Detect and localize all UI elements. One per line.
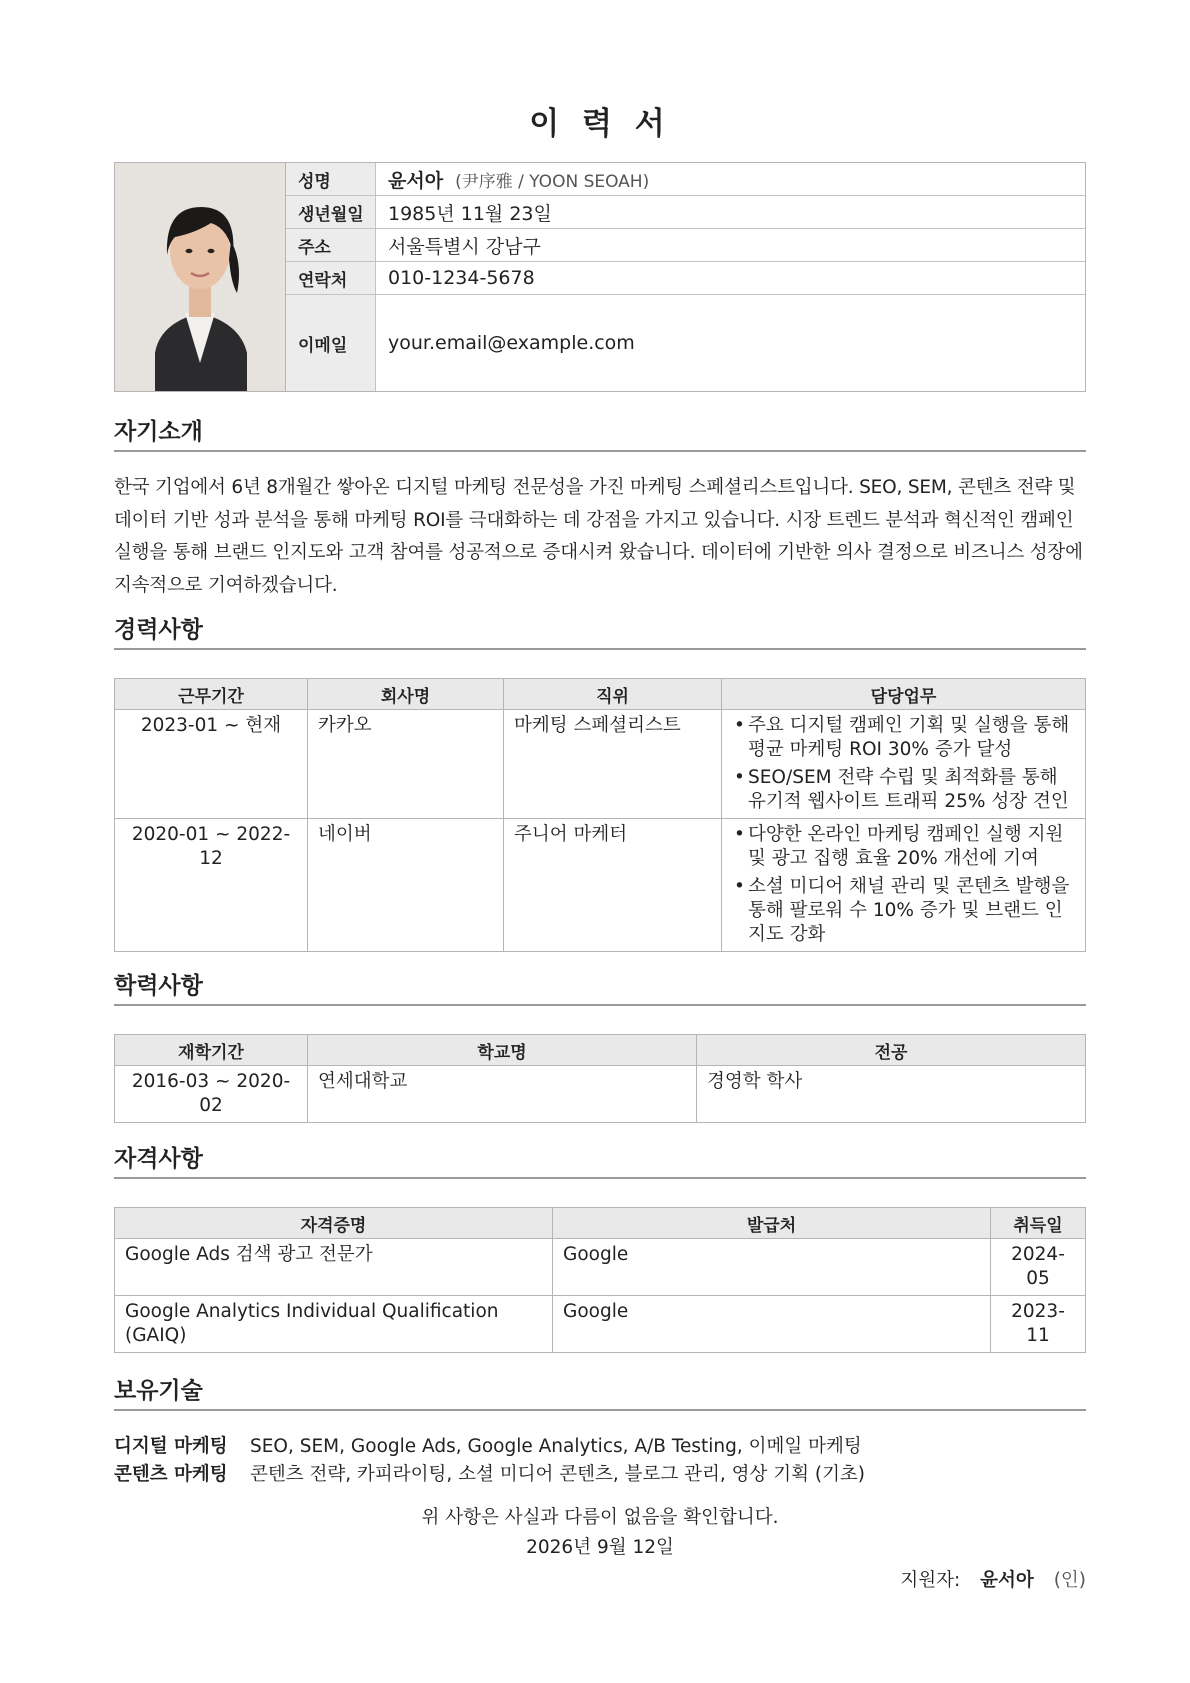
email-value: your.email@example.com xyxy=(388,332,635,354)
table-row xyxy=(115,1239,1086,1296)
education-header-period: 재학기간 xyxy=(115,1035,308,1066)
list-item: • 다양한 온라인 마케팅 캠페인 실행 지원 및 광고 집행 효율 20% 개선에 기여 xyxy=(732,823,1075,871)
info-row-name xyxy=(286,163,1085,196)
applicant-name: 윤서아 xyxy=(980,1570,1034,1591)
education-section-title: 학력사항 xyxy=(114,970,1086,1006)
cert-issuer: Google xyxy=(553,1239,991,1296)
portrait-image xyxy=(115,163,285,391)
address-label: 주소 xyxy=(286,229,376,261)
career-duties xyxy=(722,819,1086,952)
applicant-label: 지원자: xyxy=(900,1570,961,1591)
career-header-company: 회사명 xyxy=(308,679,504,710)
personal-info-table xyxy=(286,163,1085,391)
info-row-address xyxy=(286,229,1085,262)
skill-items: SEO, SEM, Google Ads, Google Analytics, A/B Testing, 이메일 마케팅 xyxy=(250,1436,862,1457)
intro-section-title: 자기소개 xyxy=(114,416,1086,452)
cert-date: 2023-11 xyxy=(991,1296,1086,1353)
birthdate-label: 생년월일 xyxy=(286,196,376,228)
skill-category: 디지털 마케팅 xyxy=(114,1436,228,1457)
table-row xyxy=(115,710,1086,819)
education-period: 2016-03 ~ 2020-02 xyxy=(115,1066,308,1123)
education-header-school: 학교명 xyxy=(308,1035,697,1066)
list-item: • 소셜 미디어 채널 관리 및 콘텐츠 발행을 통해 팔로워 수 10% 증가 및 브랜드 인지도 강화 xyxy=(732,875,1075,947)
document-title: 이 력 서 xyxy=(529,106,671,142)
career-company: 네이버 xyxy=(308,819,504,952)
cert-date: 2024-05 xyxy=(991,1239,1086,1296)
career-header-period: 근무기간 xyxy=(115,679,308,710)
duty-list xyxy=(732,714,1075,814)
cert-header-name: 자격증명 xyxy=(115,1208,553,1239)
education-table xyxy=(114,1034,1086,1123)
certifications-section-title: 자격사항 xyxy=(114,1143,1086,1179)
confirmation-block xyxy=(114,1503,1086,1563)
info-row-email xyxy=(286,295,1085,391)
cert-name: Google Ads 검색 광고 전문가 xyxy=(115,1239,553,1296)
name-label: 성명 xyxy=(286,163,376,195)
career-header-duties: 담당업무 xyxy=(722,679,1086,710)
skills-section-title: 보유기술 xyxy=(114,1375,1086,1411)
education-header-row xyxy=(115,1035,1086,1066)
address-value: 서울특별시 강남구 xyxy=(388,235,541,258)
email-label: 이메일 xyxy=(286,295,376,391)
list-item: • 주요 디지털 캠페인 기획 및 실행을 통해 평균 마케팅 ROI 30% 증가 달성 xyxy=(732,714,1075,762)
certifications-header-row xyxy=(115,1208,1086,1239)
table-row xyxy=(115,1066,1086,1123)
cert-header-date: 취득일 xyxy=(991,1208,1086,1239)
cert-name: Google Analytics Individual Qualification (GAIQ) xyxy=(115,1296,553,1353)
phone-label: 연락처 xyxy=(286,262,376,294)
education-header-major: 전공 xyxy=(697,1035,1086,1066)
education-major: 경영학 학사 xyxy=(697,1066,1086,1123)
skill-category: 콘텐츠 마케팅 xyxy=(114,1464,228,1485)
career-position: 주니어 마케터 xyxy=(504,819,722,952)
certifications-table xyxy=(114,1207,1086,1353)
resume-page xyxy=(114,0,1086,1597)
birthdate-value: 1985년 11월 23일 xyxy=(388,202,552,225)
career-table xyxy=(114,678,1086,952)
career-header-row xyxy=(115,679,1086,710)
phone-value: 010-1234-5678 xyxy=(388,267,535,289)
intro-text: 한국 기업에서 6년 8개월간 쌓아온 디지털 마케팅 전문성을 가진 마케팅 스페셜리스트입니다. SEO, SEM, 콘텐츠 전략 및 데이터 기반 성과 분석을 통해 마케팅 ROI를 극대화하는 데 강점을 가지고 있습니다. 시장 트렌드 분석과 혁신적인 캠페인 실행을 통해 브랜드 인지도와 고객 참여를 성공적으로 증대시켜 왔습니다. 데이터에 기반한 의사 결정으로 비즈니스 성장에 지속적으로 기여하겠습니다. xyxy=(114,477,1083,596)
cert-issuer: Google xyxy=(553,1296,991,1353)
career-header-position: 직위 xyxy=(504,679,722,710)
education-school: 연세대학교 xyxy=(308,1066,697,1123)
seal-mark: (인) xyxy=(1053,1570,1086,1591)
career-period: 2020-01 ~ 2022-12 xyxy=(115,819,308,952)
confirmation-statement: 위 사항은 사실과 다름이 없음을 확인합니다. xyxy=(421,1507,779,1528)
name-value-cell xyxy=(376,163,649,195)
info-row-phone xyxy=(286,262,1085,295)
duty-list xyxy=(732,823,1075,947)
skills-list xyxy=(114,1433,1086,1489)
name-hanja-english: (尹序雅 / YOON SEOAH) xyxy=(455,171,650,192)
profile-photo xyxy=(115,163,286,391)
cert-header-issuer: 발급처 xyxy=(553,1208,991,1239)
table-row xyxy=(115,819,1086,952)
career-period: 2023-01 ~ 현재 xyxy=(115,710,308,819)
career-company: 카카오 xyxy=(308,710,504,819)
career-section-title: 경력사항 xyxy=(114,614,1086,650)
skill-row xyxy=(114,1433,1086,1461)
signature-line xyxy=(114,1565,1086,1597)
skill-row xyxy=(114,1461,1086,1489)
personal-info-block xyxy=(114,162,1086,392)
career-duties xyxy=(722,710,1086,819)
skill-items: 콘텐츠 전략, 카피라이팅, 소셜 미디어 콘텐츠, 블로그 관리, 영상 기획 (기초) xyxy=(250,1464,866,1485)
table-row xyxy=(115,1296,1086,1353)
list-item: • SEO/SEM 전략 수립 및 최적화를 통해 유기적 웹사이트 트래픽 25% 성장 견인 xyxy=(732,766,1075,814)
info-row-birthdate xyxy=(286,196,1085,229)
career-position: 마케팅 스페셜리스트 xyxy=(504,710,722,819)
signature-date: 2026년 9월 12일 xyxy=(526,1537,674,1558)
name-value: 윤서아 xyxy=(388,169,444,192)
